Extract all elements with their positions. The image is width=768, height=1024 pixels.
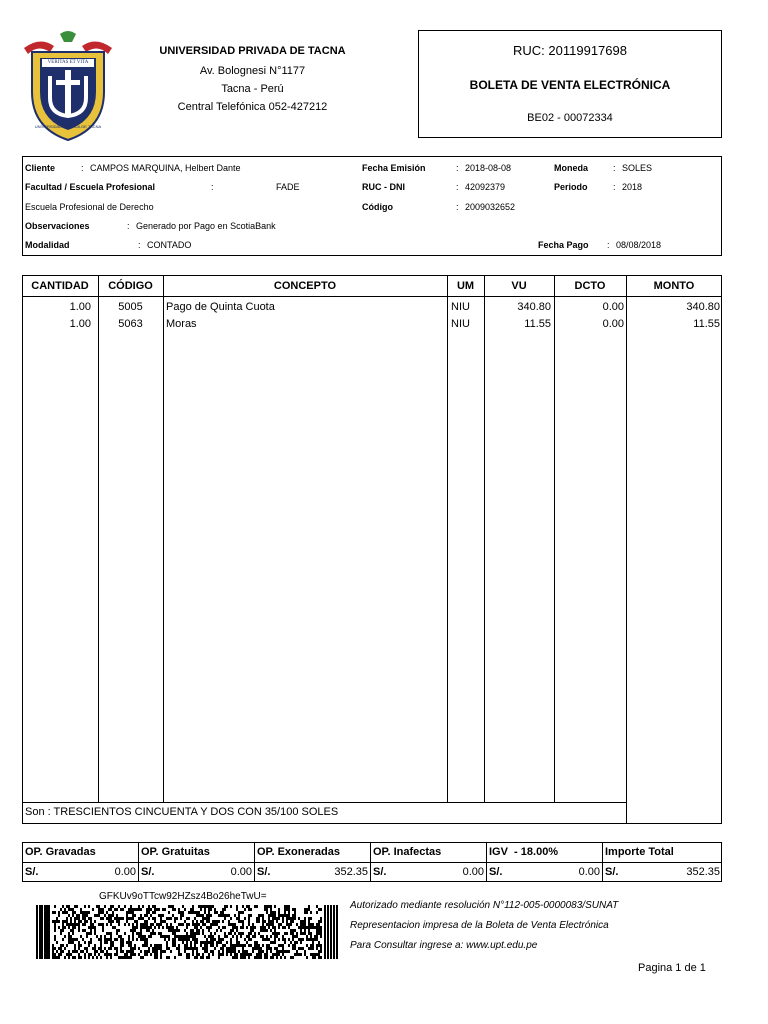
codigo-label: Código — [362, 202, 393, 212]
document-box — [418, 30, 722, 138]
ruc-dni-label: RUC - DNI — [362, 182, 405, 192]
total-header-exoneradas: OP. Exoneradas — [257, 846, 340, 858]
cell-vu: 340.80 — [517, 301, 551, 313]
ruc-number: RUC: 20119917698 — [513, 43, 627, 58]
cell-monto: 340.80 — [686, 301, 720, 313]
cliente-label: Cliente — [25, 163, 56, 173]
facultad-value: FADE — [276, 182, 300, 192]
total-value-igv: 0.00 — [578, 866, 600, 878]
currency-symbol: S/. — [373, 866, 387, 878]
currency-symbol: S/. — [605, 866, 619, 878]
modalidad-label: Modalidad — [25, 240, 70, 250]
observaciones-label: Observaciones — [25, 221, 90, 231]
cell-codigo: 5005 — [118, 301, 143, 313]
document-title: BOLETA DE VENTA ELECTRÓNICA — [469, 78, 671, 92]
periodo-label: Periodo — [554, 182, 588, 192]
document-number: BE02 - 00072334 — [527, 112, 613, 124]
col-monto: MONTO — [653, 280, 695, 292]
currency-symbol: S/. — [257, 866, 271, 878]
total-value-exoneradas: 352.35 — [334, 866, 368, 878]
logo-ring-text: UNIVERSIDAD PRIVADA DE TACNA — [34, 124, 102, 129]
moneda-label: Moneda — [554, 163, 589, 173]
cell-um: NIU — [451, 301, 470, 313]
cell-vu: 11.55 — [524, 318, 551, 330]
pdf417-barcode — [36, 905, 338, 959]
codigo-value: 2009032652 — [465, 202, 516, 212]
cell-cantidad: 1.00 — [69, 318, 91, 330]
cell-codigo: 5063 — [118, 318, 143, 330]
total-header-igv: IGV - 18.00% — [489, 846, 559, 858]
total-value-importe: 352.35 — [686, 866, 720, 878]
ruc-dni-value: 42092379 — [465, 182, 506, 192]
total-header-gratuitas: OP. Gratuitas — [141, 846, 210, 858]
cell-um: NIU — [451, 318, 470, 330]
col-cantidad: CANTIDAD — [31, 280, 89, 292]
total-value-inafectas: 0.00 — [462, 866, 484, 878]
amount-in-words: Son : TRESCIENTOS CINCUENTA Y DOS CON 35/100 SOLES — [25, 806, 339, 818]
cell-cantidad: 1.00 — [69, 301, 91, 313]
total-value-gratuitas: 0.00 — [230, 866, 252, 878]
total-value-gravadas: 0.00 — [114, 866, 136, 878]
col-um: UM — [456, 280, 475, 292]
page-number: Pagina 1 de 1 — [638, 962, 706, 974]
issuer-phone: Central Telefónica 052-427212 — [177, 101, 328, 113]
cell-dcto: 0.00 — [602, 301, 624, 313]
cell-monto: 11.55 — [693, 318, 720, 330]
footer-representation: Representacion impresa de la Boleta de Venta Electrónica — [350, 920, 609, 931]
fecha-emision-label: Fecha Emisión — [362, 163, 426, 173]
currency-symbol: S/. — [489, 866, 503, 878]
footer-resolution: Autorizado mediante resolución N°112-005-0000083/SUNAT — [350, 900, 619, 911]
col-concepto: CONCEPTO — [273, 280, 337, 292]
fecha-emision-value: 2018-08-08 — [465, 163, 512, 173]
observaciones-value: Generado por Pago en ScotiaBank — [136, 221, 276, 231]
col-dcto: DCTO — [574, 280, 606, 292]
university-logo — [20, 28, 116, 144]
total-header-importe: Importe Total — [605, 846, 674, 858]
cell-concepto: Pago de Quinta Cuota — [166, 301, 275, 313]
items-table — [22, 275, 722, 824]
issuer-block — [140, 44, 365, 114]
currency-symbol: S/. — [141, 866, 155, 878]
total-header-gravadas: OP. Gravadas — [25, 846, 96, 858]
logo-motto: VERITAS ET VITA — [47, 60, 89, 65]
cell-concepto: Moras — [166, 318, 197, 330]
currency-symbol: S/. — [25, 866, 39, 878]
moneda-value: SOLES — [622, 163, 653, 173]
col-codigo: CÓDIGO — [108, 280, 153, 292]
document-hash: GFKUv9oTTcw92HZsz4Bo26heTwU= — [99, 891, 267, 902]
periodo-value: 2018 — [622, 182, 643, 192]
facultad-label: Facultad / Escuela Profesional — [25, 182, 156, 192]
col-vu: VU — [511, 280, 527, 292]
issuer-address: Av. Bolognesi N°1177 — [199, 65, 306, 77]
issuer-city: Tacna - Perú — [221, 83, 284, 95]
escuela-value: Escuela Profesional de Derecho — [25, 202, 154, 212]
fecha-pago-value: 08/08/2018 — [616, 240, 662, 250]
cliente-value: CAMPOS MARQUINA, Helbert Dante — [90, 163, 241, 173]
cell-dcto: 0.00 — [602, 318, 624, 330]
modalidad-value: CONTADO — [147, 240, 192, 250]
fecha-pago-label: Fecha Pago — [538, 240, 589, 250]
total-header-inafectas: OP. Inafectas — [373, 846, 442, 858]
issuer-name: UNIVERSIDAD PRIVADA DE TACNA — [159, 45, 346, 57]
footer-consult-link: Para Consultar ingrese a: www.upt.edu.pe — [350, 940, 538, 951]
